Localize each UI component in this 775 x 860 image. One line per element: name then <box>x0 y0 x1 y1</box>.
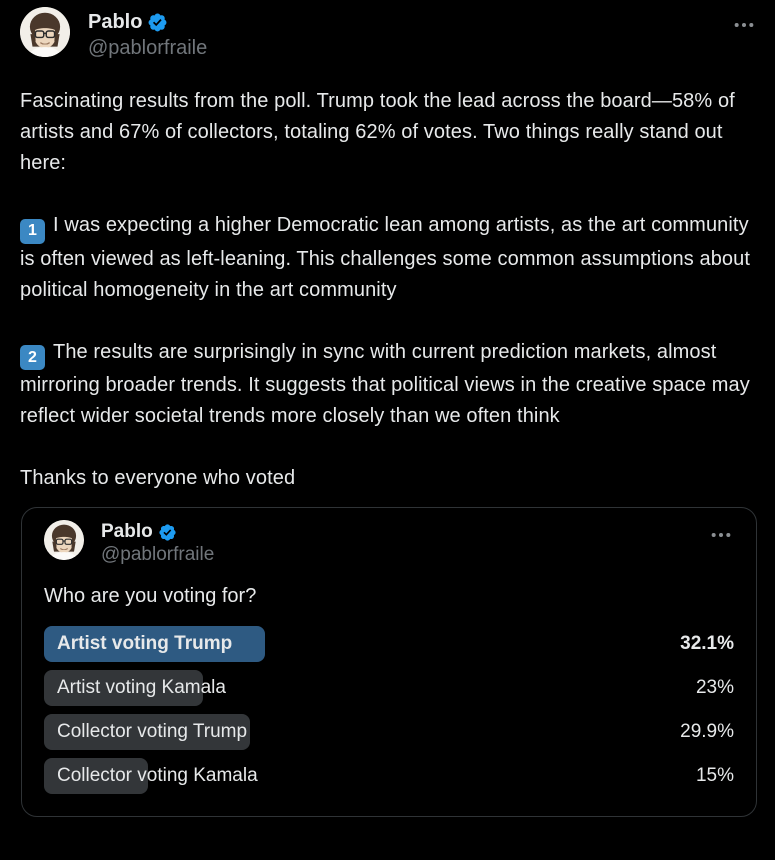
more-dots-icon <box>733 17 755 33</box>
tweet-header <box>20 0 755 60</box>
poll-results <box>44 626 734 794</box>
quoted-more-dots-icon <box>710 527 732 543</box>
poll-option-percentage: 32.1% <box>680 633 734 654</box>
verified-badge-icon <box>147 12 168 33</box>
quoted-author-avatar[interactable] <box>44 520 84 560</box>
poll-option-percentage: 15% <box>695 765 734 786</box>
quoted-tweet-header <box>44 520 734 566</box>
poll-option-artist-voting-kamala <box>44 670 734 706</box>
quoted-author-block <box>101 520 214 566</box>
tweet-paragraph-4: Thanks to everyone who voted <box>20 467 296 489</box>
poll-option-artist-voting-trump <box>44 626 734 662</box>
author-name[interactable]: Pablo <box>88 11 143 33</box>
keycap-1-emoji: 1 <box>20 219 45 244</box>
quoted-author-name[interactable]: Pablo <box>101 521 153 542</box>
author-block <box>88 7 207 60</box>
quoted-verified-badge-icon <box>158 523 177 542</box>
quoted-author-handle[interactable]: @pablorfraile <box>101 544 215 565</box>
poll-option-label: Artist voting Kamala <box>57 677 226 698</box>
poll-option-collector-voting-trump <box>44 714 734 750</box>
keycap-2-emoji: 2 <box>20 345 45 370</box>
poll-option-collector-voting-kamala <box>44 758 734 794</box>
poll-option-label: Artist voting Trump <box>57 633 233 654</box>
poll-option-percentage: 29.9% <box>680 721 734 742</box>
author-handle[interactable]: @pablorfraile <box>88 37 208 59</box>
author-avatar[interactable] <box>20 7 70 57</box>
quoted-more-button[interactable] <box>708 526 734 546</box>
tweet-paragraph-3: 2 The results are surprisingly in sync with current prediction markets, almost mirroring broader trends. It suggests that political views in the creative space may reflect wider societal trends more closely than we often think <box>20 340 750 427</box>
tweet-paragraph-1: Fascinating results from the poll. Trump took the lead across the board—58% of artists and 67% of collectors, totaling 62% of votes. Two things really stand out here: <box>20 90 735 174</box>
tweet-text <box>20 86 755 494</box>
poll-option-label: Collector voting Trump <box>57 721 248 742</box>
quoted-tweet-card[interactable] <box>21 507 757 817</box>
poll-option-label: Collector voting Kamala <box>57 765 258 786</box>
poll-question: Who are you voting for? <box>44 585 257 607</box>
more-button[interactable] <box>731 16 757 36</box>
poll-option-percentage: 23% <box>695 677 734 698</box>
tweet-paragraph-2: 1 I was expecting a higher Democratic lean among artists, as the art community is often viewed as left-leaning. This challenges some common assumptions about political homogeneity in the art community <box>20 214 751 301</box>
